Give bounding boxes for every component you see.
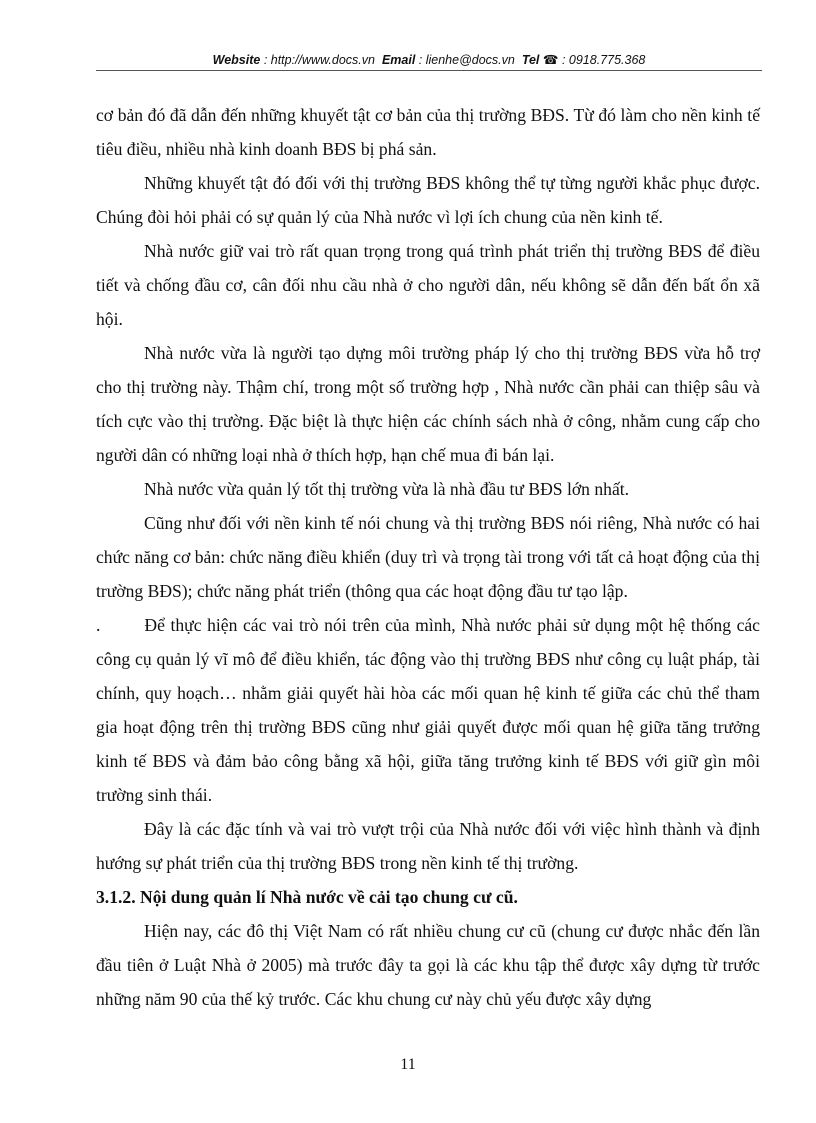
- website-value: : http://www.docs.vn: [263, 53, 375, 67]
- tel-label: Tel ☎: [521, 53, 559, 67]
- tel-value: : 0918.775.368: [561, 53, 646, 67]
- paragraph-3: Nhà nước giữ vai trò rất quan trọng trong quá trình phát triển thị trường BĐS để điều tiết và chống đầu cơ, cân đối nhu cầu nhà ở cho người dân, nếu không sẽ dẫn đến bất ổn xã hội.: [96, 241, 760, 329]
- paragraph-6: Cũng như đối với nền kinh tế nói chung và thị trường BĐS nói riêng, Nhà nước có hai chức năng cơ bản: chức năng điều khiển (duy trì và trọng tài trong với tất cả hoạt động của thị trường BĐS); chức năng phát triển (thông qua các hoạt động đầu tư tạo lập.: [96, 513, 760, 601]
- paragraph-8: Đây là các đặc tính và vai trò vượt trội của Nhà nước đối với việc hình thành và định hướng sự phát triển của thị trường BĐS trong nền kinh tế thị trường.: [96, 819, 760, 873]
- section-heading: 3.1.2. Nội dung quản lí Nhà nước về cải tạo chung cư cũ.: [96, 887, 518, 907]
- page-number: 11: [400, 1056, 416, 1073]
- page-header: [96, 52, 762, 67]
- website-label: Website: [212, 53, 261, 67]
- paragraph-7-text: Để thực hiện các vai trò nói trên của mình, Nhà nước phải sử dụng một hệ thống các công cụ quản lý vĩ mô để điều khiển, tác động vào thị trường BĐS như công cụ luật pháp, tài chính, quy hoạch… nhằm giải quyết hài hòa các mối quan hệ kinh tế giữa các chủ thể tham gia hoạt động trên thị trường BĐS cũng như giải quyết được mối quan hệ giữa tăng trưởng kinh tế BĐS và đảm bảo công bằng xã hội, giữa tăng trưởng kinh tế BĐS với giữ gìn môi trường sinh thái.: [96, 615, 760, 805]
- paragraph-2: Những khuyết tật đó đối với thị trường BĐS không thể tự từng người khắc phục được. Chúng đòi hỏi phải có sự quản lý của Nhà nước vì lợi ích chung của nền kinh tế.: [96, 173, 760, 227]
- email-label: Email: [381, 53, 416, 67]
- header-divider: [96, 70, 762, 71]
- paragraph-1: cơ bản đó đã dẫn đến những khuyết tật cơ bản của thị trường BĐS. Từ đó làm cho nền kinh tế tiêu điều, nhiều nhà kinh doanh BĐS bị phá sản.: [96, 105, 760, 159]
- paragraph-9: Hiện nay, các đô thị Việt Nam có rất nhiều chung cư cũ (chung cư được nhắc đến lần đầu tiên ở Luật Nhà ở 2005) mà trước đây ta gọi là các khu tập thể được xây dựng từ trước những năm 90 của thế kỷ trước. Các khu chung cư này chủ yếu được xây dựng: [96, 921, 760, 1009]
- document-body: [96, 98, 760, 1016]
- paragraph-7-lead: .: [96, 615, 101, 635]
- paragraph-5: Nhà nước vừa quản lý tốt thị trường vừa là nhà đầu tư BĐS lớn nhất.: [144, 479, 630, 499]
- paragraph-4: Nhà nước vừa là người tạo dựng môi trường pháp lý cho thị trường BĐS vừa hỗ trợ cho thị trường này. Thậm chí, trong một số trường hợp , Nhà nước cần phải can thiệp sâu và tích cực vào thị trường. Đặc biệt là thực hiện các chính sách nhà ở công, nhằm cung cấp cho người dân có những loại nhà ở thích hợp, hạn chế mua đi bán lại.: [96, 343, 760, 465]
- paragraph-7: [96, 608, 760, 812]
- email-value: : lienhe@docs.vn: [418, 53, 515, 67]
